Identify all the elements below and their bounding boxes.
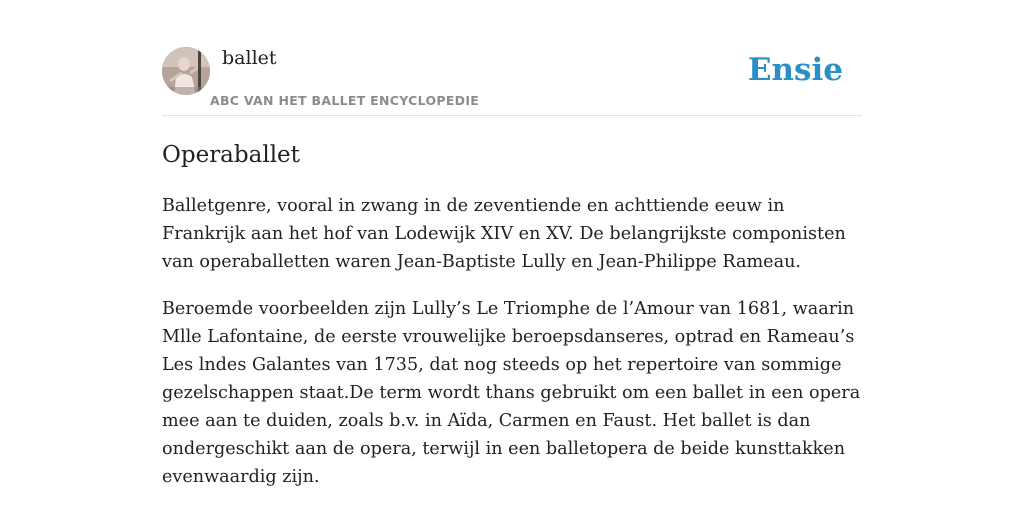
paragraph: Balletgenre, vooral in zwang in de zeventiende en achttiende eeuw in Frankrijk aan het hof van Lodewijk XIV en XV. De belangrijkste componisten van operaballetten waren Jean-Baptiste Lully en Jean-Philippe Rameau. [162,196,846,272]
page-title: Operaballet [162,142,300,168]
brand-logo[interactable]: Ensie [747,52,843,88]
avatar[interactable] [162,47,210,95]
page-container [162,0,862,512]
avatar-image [162,47,210,95]
source-subtitle[interactable]: ABC VAN HET BALLET ENCYCLOPEDIE [210,93,480,108]
topic-link[interactable]: ballet [222,47,277,69]
article-body [162,192,862,510]
header [162,0,862,116]
paragraph: Beroemde voorbeelden zijn Lully’s Le Triomphe de l’Amour van 1681, waarin Mlle Lafontaine, de eerste vrouwelijke beroepsdanseres, optrad en Rameau’s Les lndes Galantes van 1735, dat nog steeds op het repertoire van sommige gezelschappen staat.De term wordt thans gebruikt om een ballet in een opera mee aan te duiden, zoals b.v. in Aïda, Carmen en Faust. Het ballet is dan ondergeschikt aan de opera, terwijl in een balletopera de beide kunsttakken evenwaardig zijn. [162,299,861,487]
